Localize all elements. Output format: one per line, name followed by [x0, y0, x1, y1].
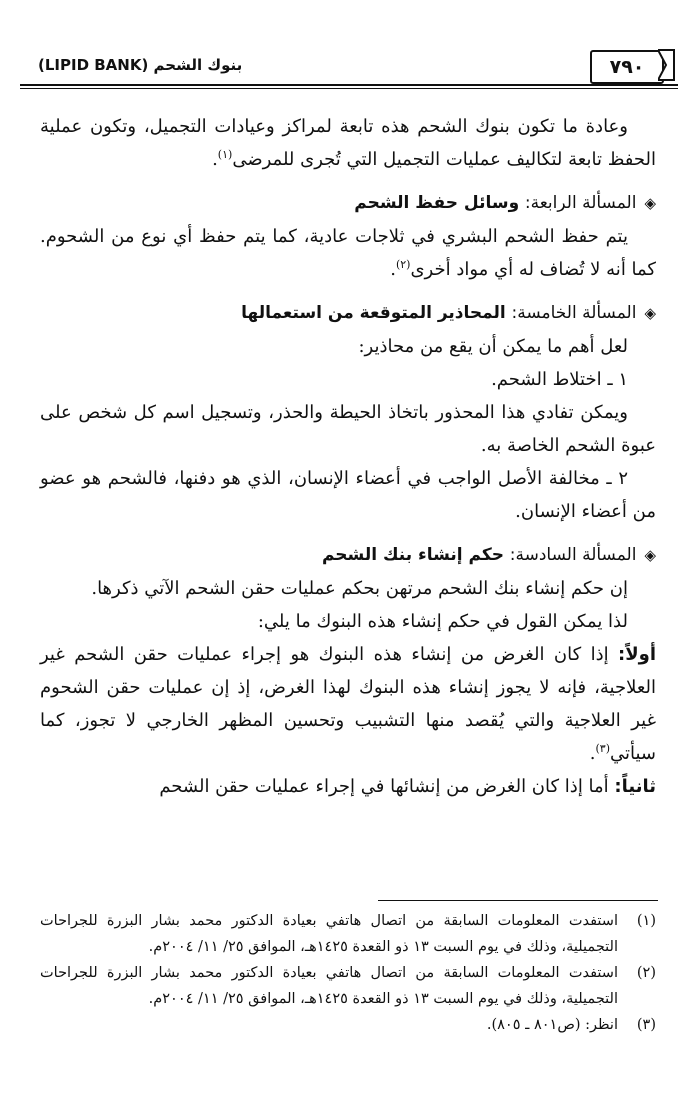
paragraph: يتم حفظ الشحم البشري في ثلاجات عادية، كما يتم حفظ أي نوع من الشحوم. كما أنه لا تُضاف له أي مواد أخرى$^{(٢)}$. — [40, 226, 656, 280]
main-text — [40, 110, 656, 803]
footnotes — [40, 908, 656, 1038]
page-header — [20, 48, 678, 88]
footnote-ref[interactable]: (١) — [217, 148, 233, 161]
footnote-mark: (٣) — [636, 1017, 656, 1033]
section-heading — [40, 296, 656, 330]
header-rule — [20, 84, 678, 86]
diamond-bullet-icon: ◈ — [644, 193, 656, 212]
footnote-text: استفدت المعلومات السابقة من اتصال هاتفي بعيادة الدكتور محمد بشار البزرة للجراحات التجميلية، وذلك في يوم السبت ١٣ ذو القعدة ١٤٢٥هـ، الموافق ٢٥/ ١١/ ٢٠٠٤م. — [40, 913, 618, 955]
issue-label: المسألة الخامسة: — [511, 303, 637, 323]
section-heading — [40, 538, 656, 572]
paragraph: ويمكن تفادي هذا المحذور باتخاذ الحيطة والحذر، وتسجيل اسم كل شخص على عبوة الشحم الخاصة به. — [40, 402, 656, 456]
diamond-bullet-icon: ◈ — [644, 545, 656, 564]
issue-title: حكم إنشاء بنك الشحم — [321, 545, 505, 565]
page-corner-flag-icon — [658, 48, 676, 82]
footnote-ref[interactable]: (٢) — [395, 258, 411, 271]
paragraph: لعل أهم ما يمكن أن يقع من محاذير: — [358, 336, 628, 357]
section-heading — [40, 186, 656, 220]
footnote-separator — [378, 900, 658, 901]
footnote — [40, 908, 656, 960]
page-number: ٧٩٠ — [590, 50, 664, 84]
footnote-mark: (١) — [636, 913, 656, 929]
diamond-bullet-icon: ◈ — [644, 303, 656, 322]
paragraph: ثانياً: أما إذا كان الغرض من إنشائها في إجراء عمليات حقن الشحم — [159, 776, 656, 797]
paragraph: أولاً: إذا كان الغرض من إنشاء هذه البنوك هو إجراء عمليات حقن الشحم غير العلاجية، فإنه لا يجوز إنشاء هذه البنوك لهذا الغرض، إذ إن عمليات حقن الشحوم غير العلاجية والتي يُقصد منها التشبيب وتحسين المظهر الخارجي لا تجوز، كما سيأتي$^{(٣)}$. — [40, 644, 656, 764]
running-title: (LIPID BANK) بنوك الشحم — [38, 56, 243, 74]
issue-label: المسألة الرابعة: — [524, 193, 637, 213]
list-item: ٢ ـ مخالفة الأصل الواجب في أعضاء الإنسان، الذي هو دفنها، فالشحم هو عضو من أعضاء الإنسان. — [40, 468, 656, 522]
footnote-text: انظر: (ص٨٠١ ـ ٨٠٥). — [486, 1017, 618, 1033]
paragraph: لذا يمكن القول في حكم إنشاء هذه البنوك ما يلي: — [257, 611, 628, 632]
point-lead: أولاً: — [618, 644, 656, 665]
issue-title: وسائل حفظ الشحم — [354, 193, 520, 213]
issue-label: المسألة السادسة: — [509, 545, 637, 565]
footnote — [40, 1012, 656, 1038]
footnote — [40, 960, 656, 1012]
point-lead: ثانياً: — [614, 776, 656, 797]
footnote-text: استفدت المعلومات السابقة من اتصال هاتفي بعيادة الدكتور محمد بشار البزرة للجراحات التجميلية، وذلك في يوم السبت ١٣ ذو القعدة ١٤٢٥هـ، الموافق ٢٥/ ١١/ ٢٠٠٤م. — [40, 965, 618, 1007]
header-rule-thin — [20, 88, 678, 89]
list-item: ١ ـ اختلاط الشحم. — [491, 369, 628, 390]
paragraph: وعادة ما تكون بنوك الشحم هذه تابعة لمراكز وعيادات التجميل، وتكون عملية الحفظ تابعة لتكاليف عمليات التجميل التي تُجرى للمرضى$^{(١)}$. — [40, 116, 656, 170]
footnote-ref[interactable]: (٣) — [595, 742, 610, 755]
issue-title: المحاذير المتوقعة من استعمالها — [241, 303, 506, 323]
footnote-mark: (٢) — [636, 965, 656, 981]
paragraph: إن حكم إنشاء بنك الشحم مرتهن بحكم عمليات حقن الشحم الآتي ذكرها. — [91, 578, 628, 599]
